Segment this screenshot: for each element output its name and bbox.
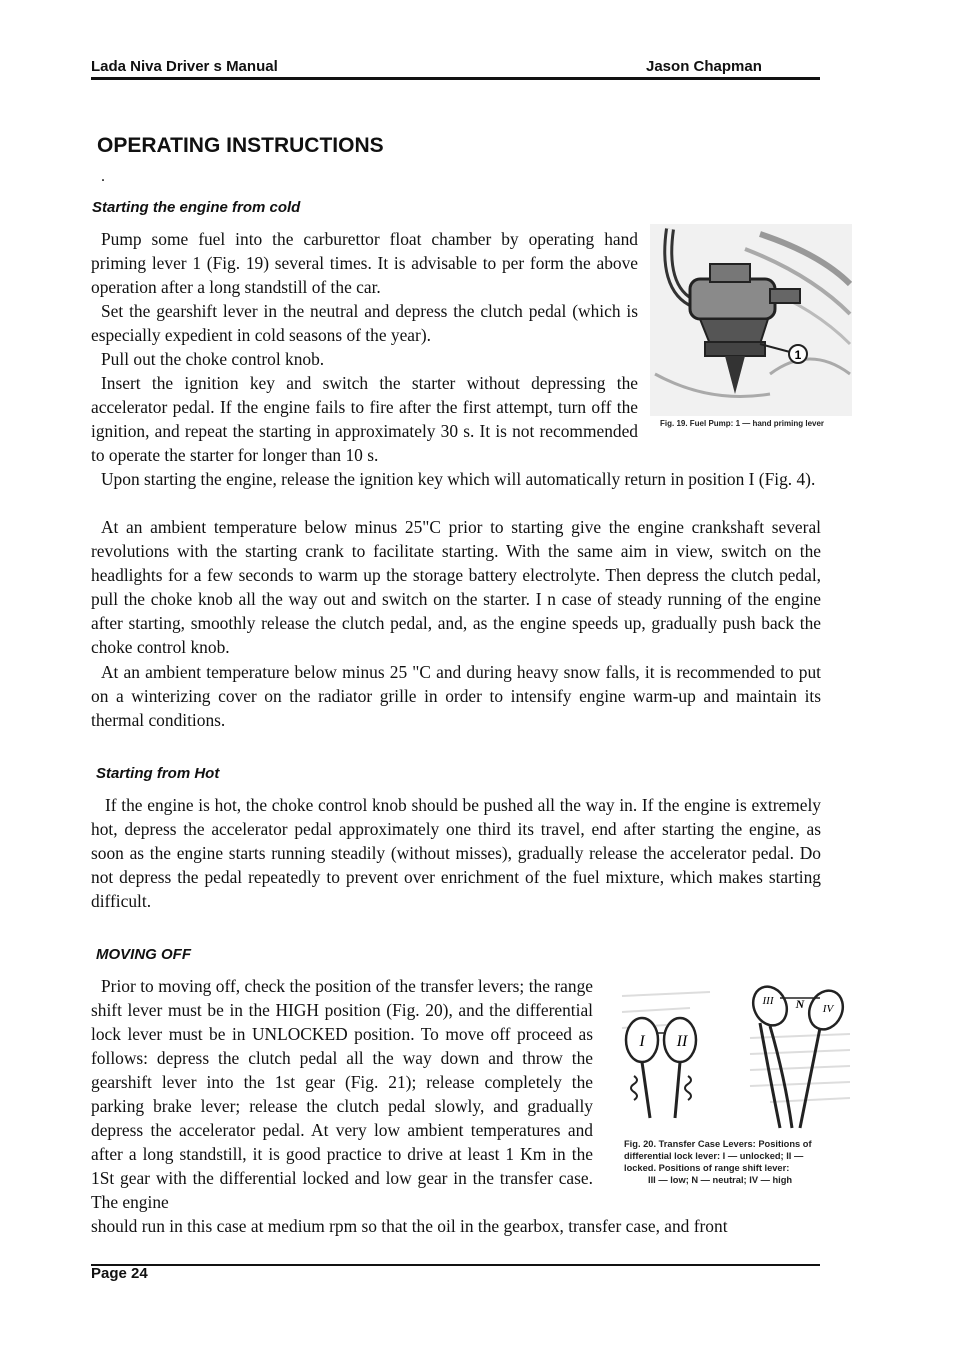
figure-20: [620, 978, 850, 1200]
fig20-label-N: N: [795, 997, 805, 1011]
fig20-label-III: III: [762, 995, 774, 1007]
section-heading-hot: Starting from Hot: [96, 765, 220, 782]
figure-19-caption: Fig. 19. Fuel Pump: 1 — hand priming lever: [660, 419, 825, 428]
caption-line: locked. Positions of range shift lever:: [624, 1163, 790, 1173]
fuel-pump-illustration: [650, 224, 852, 416]
paragraph: At an ambient temperature below minus 25 "C and during heavy snow falls, it is recommended to put on a winterizing cover on the radiator grille in order to intensify engine warm-up and maintain its thermal conditions.: [91, 662, 821, 731]
caption-line: Fig. 20. Transfer Case Levers: Positions of: [624, 1139, 812, 1149]
page-number: Page 24: [91, 1265, 148, 1282]
paragraph: Upon starting the engine, release the ignition key which will automatically return in position I (Fig. 4).: [101, 469, 816, 489]
moving-off-paragraph: Prior to moving off, check the position of the transfer levers; the range shift lever must be in the HIGH position (Fig. 20), and the differential lock lever must be in UNLOCKED position. To move off proceed as follows: depress the clutch pedal all the way down and throw the gearshift lever into the 1st gear (Fig. 21); release completely the parking brake lever; release the clutch pedal slowly, and gradually depress the accelerator pedal. At very low ambient temperatures and after a long standstill, it is good practice to drive at least 1 Km in the 1St gear with the differential locked and low gear in the transfer case. The engine: [91, 976, 593, 1213]
moving-off-paragraph-continued: should run in this case at medium rpm so that the oil in the gearbox, transfer case, and front: [91, 1216, 728, 1236]
transfer-lever-illustration: [620, 978, 850, 1138]
stray-dot: .: [101, 168, 105, 185]
paragraph: Pump some fuel into the carburettor float chamber by operating hand priming lever 1 (Fig. 19) several times. It is advisable to per form the above operation after a long standstill of the car.: [91, 229, 638, 298]
paragraph: Pull out the choke control knob.: [101, 349, 325, 369]
figure-19: [650, 224, 852, 437]
caption-line: III — low; N — neutral; IV — high: [648, 1175, 793, 1185]
caption-line: differential lock lever: I — unlocked; II —: [624, 1151, 804, 1161]
fig19-callout-1: 1: [794, 348, 802, 362]
section-heading-cold: Starting the engine from cold: [92, 199, 301, 216]
running-header-author: Jason Chapman: [646, 58, 762, 75]
page-title: OPERATING INSTRUCTIONS: [97, 134, 384, 157]
figure-20-caption: [624, 1138, 850, 1186]
fig20-label-II: II: [676, 1033, 688, 1050]
paragraph: At an ambient temperature below minus 25"C prior to starting give the engine crankshaft several revolutions with the starting crank to facilitate starting. With the same aim in view, switch on the headlights for a few seconds to warm up the storage battery electrolyte. Then depress the clutch pedal, pull the choke knob all the way out and switch on the starter. I n case of steady running of the engine after starting, smoothly release the clutch pedal, and, as the engine speeds up, gradually push back the choke control knob.: [91, 517, 821, 658]
hot-start-paragraph: If the engine is hot, the choke control knob should be pushed all the way in. If the engine is extremely hot, depress the accelerator pedal approximately one third its travel, end after starting the engine, as soon as the engine starts running steadily (without misses), gradually release the accelerator pedal. Do not depress the pedal repeatedly to prevent over enrichment of the fuel mixture, which makes starting difficult.: [91, 795, 821, 912]
header-rule: [91, 77, 820, 80]
section-heading-moving-off: MOVING OFF: [96, 946, 191, 963]
paragraph: Set the gearshift lever in the neutral and depress the clutch pedal (which is especially expedient in cold seasons of the year).: [91, 301, 638, 346]
footer-rule: [91, 1264, 820, 1266]
fig20-label-IV: IV: [822, 1003, 834, 1015]
fig20-label-I: I: [639, 1033, 645, 1050]
paragraph: Insert the ignition key and switch the starter without depressing the accelerator pedal. If the engine fails to fire after the first attempt, turn off the ignition, and repeat the starting in approximately 30 s. It is not recommended to operate the starter for longer than 10 s.: [91, 373, 638, 466]
running-header-title: Lada Niva Driver s Manual: [91, 58, 278, 75]
